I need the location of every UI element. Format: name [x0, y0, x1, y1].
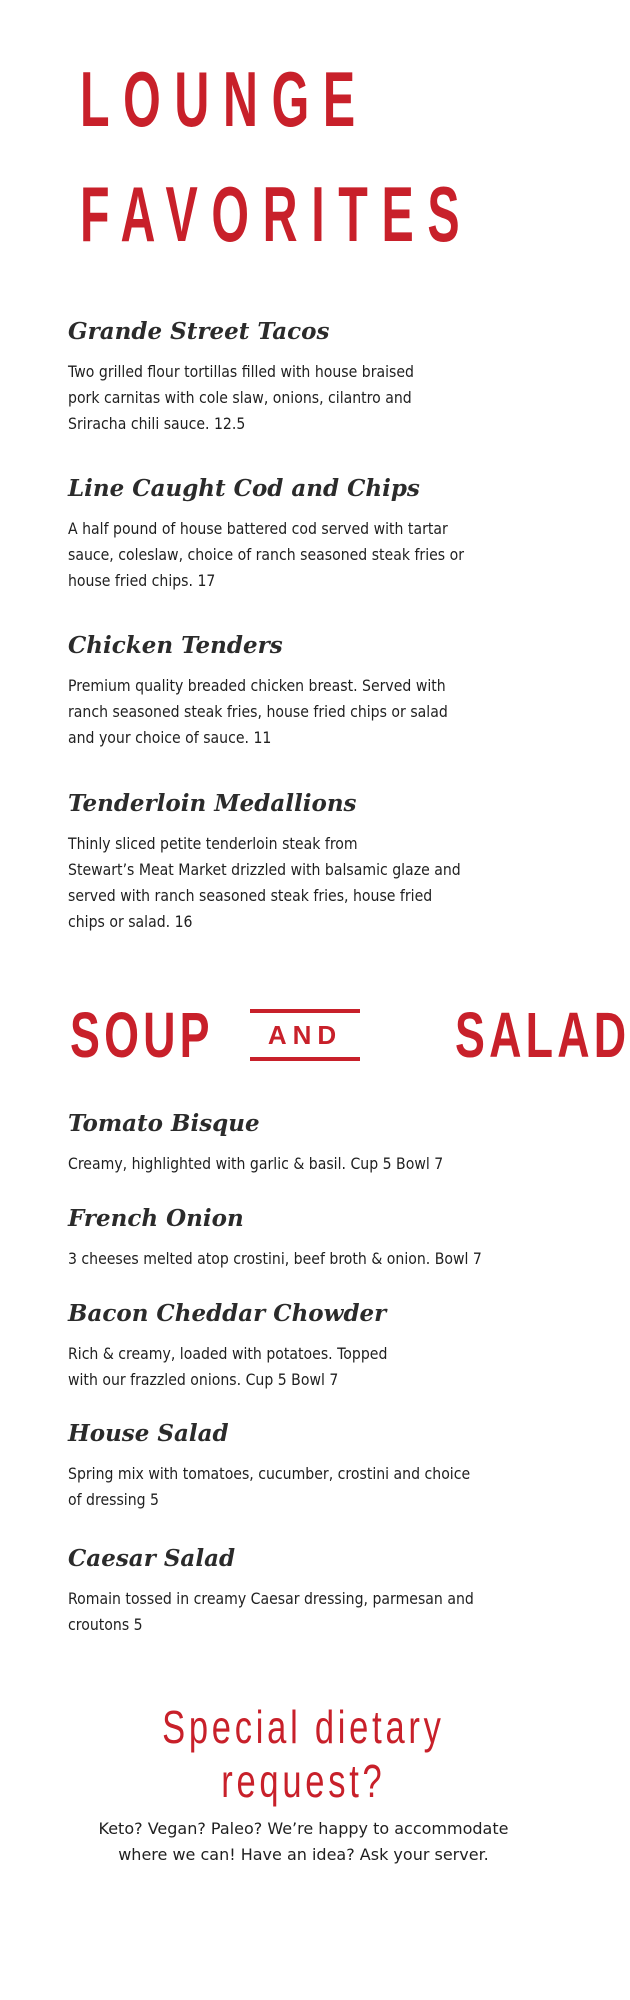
item-description: Romain tossed in creamy Caesar dressing, parmesan and croutons 5	[68, 1589, 474, 1634]
item-name: Tenderloin Medallions	[68, 790, 357, 817]
special-dietary-description: Keto? Vegan? Paleo? We’re happy to accommodate where we can! Have an idea? Ask your server.	[98, 1819, 509, 1864]
menu-item-house-salad	[68, 1420, 558, 1513]
special-dietary-block	[0, 1700, 607, 1868]
menu-item-tenderloin-medallions	[68, 790, 558, 935]
item-description: Two grilled flour tortillas filled with house braised pork carnitas with cole slaw, onions, cilantro and Sriracha chili sauce. 12.5	[68, 362, 414, 433]
section-word-soup: SOUP	[70, 999, 214, 1071]
item-description: Thinly sliced petite tenderloin steak from Stewart’s Meat Market drizzled with balsamic glaze and served with ranch seasoned steak fries, house fried chips or salad. 16	[68, 834, 461, 931]
item-description: Spring mix with tomatoes, cucumber, crostini and choice of dressing 5	[68, 1464, 471, 1509]
item-name: Tomato Bisque	[68, 1110, 260, 1137]
item-name: Grande Street Tacos	[68, 318, 330, 345]
item-name: Line Caught Cod and Chips	[68, 475, 420, 502]
section-word-salad: SALAD	[455, 999, 630, 1071]
menu-item-grande-street-tacos	[68, 318, 558, 437]
menu-item-cod-and-chips	[68, 475, 558, 594]
item-description: A half pound of house battered cod served with tartar sauce, coleslaw, choice of ranch seasoned steak fries or house fried chips. 17	[68, 519, 464, 590]
title-lounge: LOUNGE	[80, 55, 369, 143]
item-name: Bacon Cheddar Chowder	[68, 1300, 387, 1327]
item-description: Rich & creamy, loaded with potatoes. Topped with our frazzled onions. Cup 5 Bowl 7	[68, 1344, 388, 1389]
item-description: 3 cheeses melted atop crostini, beef broth & onion. Bowl 7	[68, 1249, 482, 1268]
menu-item-bacon-cheddar-chowder	[68, 1300, 558, 1393]
menu-item-chicken-tenders	[68, 632, 558, 751]
section-word-and: AND	[250, 1009, 360, 1061]
item-name: House Salad	[68, 1420, 229, 1447]
menu-item-tomato-bisque	[68, 1110, 558, 1177]
item-name: Caesar Salad	[68, 1545, 236, 1572]
item-description: Creamy, highlighted with garlic & basil. Cup 5 Bowl 7	[68, 1154, 444, 1173]
menu-item-caesar-salad	[68, 1545, 558, 1638]
title-favorites: FAVORITES	[80, 170, 474, 258]
special-dietary-title: Special dietary request?	[162, 1701, 445, 1807]
item-name: Chicken Tenders	[68, 632, 283, 659]
item-name: French Onion	[68, 1205, 244, 1232]
menu-item-french-onion	[68, 1205, 558, 1272]
item-description: Premium quality breaded chicken breast. Served with ranch seasoned steak fries, house fried chips or salad and your choice of sauce. 11	[68, 676, 448, 747]
